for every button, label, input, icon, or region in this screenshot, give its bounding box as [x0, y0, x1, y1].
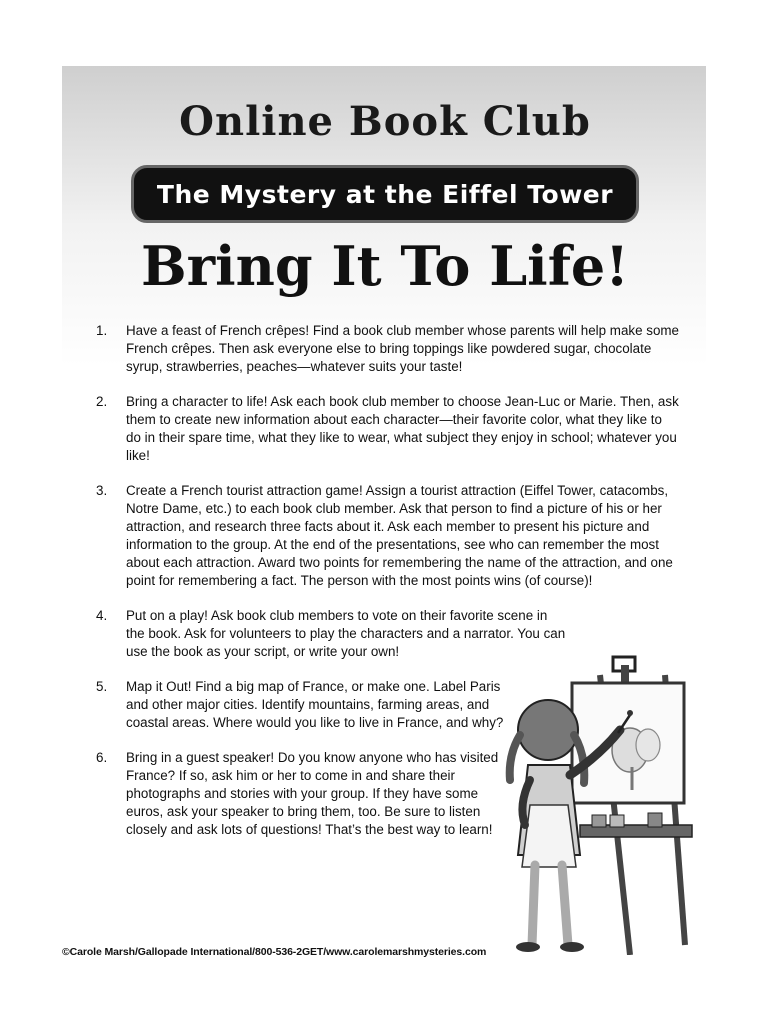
club-title: Online Book Club — [179, 98, 591, 145]
book-title: The Mystery at the Eiffel Tower — [156, 179, 614, 209]
list-item — [90, 393, 680, 465]
item-number: 2. — [96, 394, 108, 409]
item-text: Bring a character to life! Ask each book club member to choose Jean-Luc or Marie. Then, ask them to create new information about each character—their favorite color, what they like to do in their spare time, what they like to wear, what subject they enjoy in school; whatever you like! — [126, 394, 679, 463]
list-item — [90, 322, 680, 376]
girl-painting-at-easel-icon — [480, 655, 695, 955]
item-number: 6. — [96, 750, 108, 765]
item-text: Have a feast of French crêpes! Find a book club member whose parents will help make some French crêpes. Then ask everyone else to bring toppings like powdered sugar, chocolate syrup, strawberries, peaches—whatever suits your taste! — [126, 323, 679, 374]
headline: Bring It To Life! — [140, 234, 629, 298]
item-text: Put on a play! Ask book club members to vote on their favorite scene in the book. Ask for volunteers to play the characters and a narrator. You can use the book as your script, or write your own! — [126, 608, 566, 659]
item-number: 5. — [96, 679, 108, 694]
item-number: 1. — [96, 323, 108, 338]
list-item — [90, 607, 680, 661]
item-text: Bring in a guest speaker! Do you know anyone who has visited France? If so, ask him or her to come in and share their photographs and stories with your group. If they have some euros, ask your speaker to bring them, too. Be sure to listen closely and ask lots of questions! That’s the best way to learn! — [126, 750, 499, 837]
book-title-banner — [131, 165, 639, 223]
list-item — [90, 482, 680, 590]
item-number: 3. — [96, 483, 108, 498]
item-number: 4. — [96, 608, 108, 623]
footer-credit: ©Carole Marsh/Gallopade International/800-536-2GET/www.carolemarshmysteries.com — [62, 946, 487, 958]
item-text: Map it Out! Find a big map of France, or make one. Label Paris and other major cities. Identify mountains, farming areas, and coastal areas. Where would you like to live in France, and why? — [126, 679, 504, 730]
item-text: Create a French tourist attraction game! Assign a tourist attraction (Eiffel Tower, catacombs, Notre Dame, etc.) to each book club member. Ask that person to find a picture of his or her attraction, and research three facts about it. Ask each member to present his picture and information to the group. At the end of the presentations, see who can remember the most about each attraction. Award two points for remembering the name of the attraction, and one point for remembering a fact. The person with the most points wins (of course)! — [126, 483, 673, 588]
